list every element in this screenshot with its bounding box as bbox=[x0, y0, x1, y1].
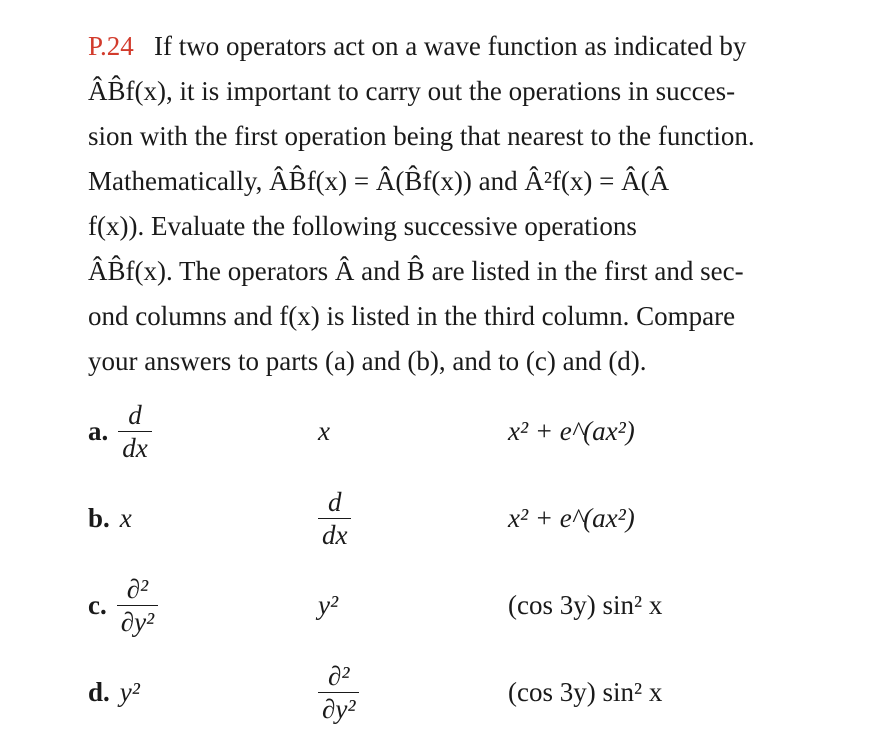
row-b-operator-b bbox=[318, 473, 351, 563]
operator-row-b bbox=[88, 473, 888, 563]
row-d-operator-a bbox=[88, 647, 140, 737]
row-d-partial-fraction bbox=[318, 660, 359, 725]
row-a-operator-a bbox=[88, 386, 152, 476]
fraction-numerator: ∂² bbox=[327, 660, 350, 691]
problem-line-7: ond columns and f(x) is listed in the third column. Compare bbox=[88, 301, 736, 331]
row-a-label: a. bbox=[88, 415, 109, 446]
operator-row-d bbox=[88, 647, 888, 737]
row-c-partial-fraction bbox=[117, 573, 158, 638]
operator-row-a bbox=[88, 386, 888, 476]
row-d-col3-text: (cos 3y) sin² x bbox=[508, 676, 663, 707]
row-d-operator-b bbox=[318, 647, 359, 737]
fraction-denominator: dx bbox=[122, 432, 148, 463]
row-a-d-dx-fraction bbox=[118, 399, 151, 464]
row-a-col3-text: x² + e^(ax²) bbox=[508, 415, 635, 446]
problem-line-8: your answers to parts (a) and (b), and to (c) and (d). bbox=[88, 346, 647, 376]
problem-line-1-text: If two operators act on a wave function as indicated by bbox=[154, 31, 747, 61]
fraction-numerator: d bbox=[128, 399, 142, 430]
row-a-col2-text: x bbox=[318, 415, 330, 446]
row-b-col3-text: x² + e^(ax²) bbox=[508, 502, 635, 533]
row-c-col2-text: y² bbox=[318, 589, 339, 620]
fraction-numerator: ∂² bbox=[126, 573, 149, 604]
row-c-operator-b bbox=[318, 560, 338, 650]
row-d-col1-text: y² bbox=[119, 676, 140, 707]
problem-line-1 bbox=[88, 24, 888, 69]
row-c-col3-text: (cos 3y) sin² x bbox=[508, 589, 663, 620]
row-b-d-dx-fraction bbox=[318, 486, 351, 551]
row-c-operator-a bbox=[88, 560, 158, 650]
problem-line-6: ÂB̂f(x). The operators Â and B̂ are listed in the first and sec- bbox=[88, 256, 744, 286]
operator-row-c bbox=[88, 560, 888, 650]
row-b-function bbox=[508, 473, 635, 563]
problem-line-3: sion with the first operation being that nearest to the function. bbox=[88, 121, 755, 151]
row-d-label: d. bbox=[88, 676, 110, 707]
row-c-function bbox=[508, 560, 662, 650]
row-a-operator-b bbox=[318, 386, 330, 476]
fraction-denominator: ∂y² bbox=[322, 693, 356, 724]
problem-statement bbox=[88, 24, 888, 384]
row-b-label: b. bbox=[88, 502, 110, 533]
problem-line-5: f(x)). Evaluate the following successive operations bbox=[88, 211, 637, 241]
problem-line-4: Mathematically, ÂB̂f(x) = Â(B̂f(x)) and Â²f(x) = Â(Â bbox=[88, 166, 670, 196]
row-b-col1-text: x bbox=[119, 502, 132, 533]
row-a-function bbox=[508, 386, 635, 476]
fraction-denominator: dx bbox=[322, 519, 348, 550]
fraction-numerator: d bbox=[327, 486, 342, 517]
problem-number: P.24 bbox=[88, 31, 134, 61]
fraction-denominator: ∂y² bbox=[120, 606, 155, 637]
row-b-operator-a bbox=[88, 473, 132, 563]
row-c-label: c. bbox=[88, 589, 107, 620]
row-d-function bbox=[508, 647, 662, 737]
problem-line-2: ÂB̂f(x), it is important to carry out the operations in succes- bbox=[88, 76, 736, 106]
